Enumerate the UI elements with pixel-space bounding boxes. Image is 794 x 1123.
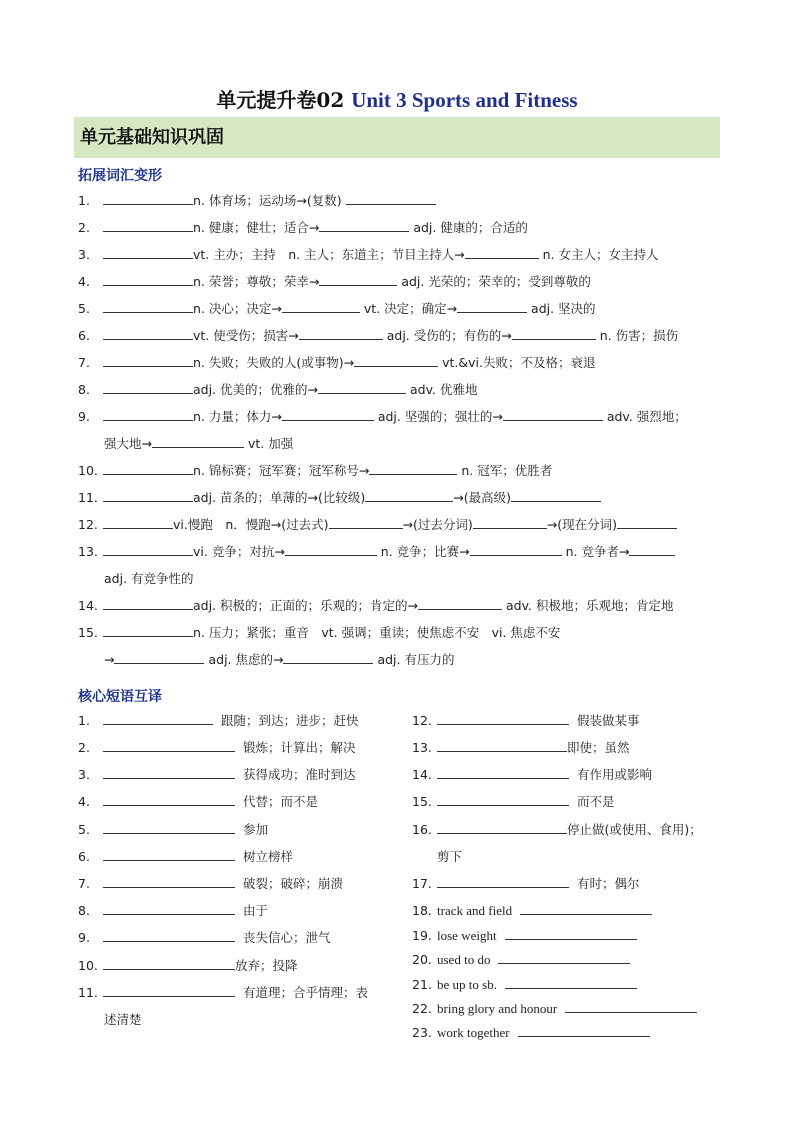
answer-blank[interactable]	[470, 542, 562, 556]
vocab-item-12	[78, 515, 677, 533]
phrase-item-18	[412, 901, 652, 919]
answer-blank[interactable]	[318, 380, 406, 394]
vocab-item-4	[78, 272, 591, 290]
answer-blank[interactable]	[103, 326, 193, 340]
item-text: vt. 主办；主持 n. 主人；东道主；节目主持人→	[193, 247, 465, 262]
answer-blank[interactable]	[103, 353, 193, 367]
item-text: 锻炼；计算出；解决	[242, 740, 356, 755]
answer-blank[interactable]	[103, 847, 235, 861]
vocab-item-3	[78, 245, 658, 263]
item-number: 10.	[78, 463, 98, 478]
item-number: 6.	[78, 328, 90, 343]
answer-blank[interactable]	[103, 272, 193, 286]
item-number: 12.	[412, 713, 432, 728]
answer-blank[interactable]	[152, 434, 244, 448]
vocab-item-5	[78, 299, 596, 317]
item-text: 放弃；投降	[235, 958, 298, 973]
item-number: 8.	[78, 903, 90, 918]
item-number: 9.	[78, 409, 90, 424]
vocab-item-6	[78, 326, 678, 344]
phrase-item-8	[78, 901, 268, 919]
answer-blank[interactable]	[505, 926, 637, 940]
item-text: n. 健康；健壮；适合→	[193, 220, 320, 235]
item-text: adj. 有压力的	[377, 652, 455, 667]
section-heading-phrases: 核心短语互译	[78, 689, 162, 705]
answer-blank[interactable]	[299, 326, 383, 340]
item-text: lose weight	[437, 928, 497, 943]
answer-blank[interactable]	[505, 975, 637, 989]
item-text: adj. 有竞争性的	[104, 571, 194, 586]
item-number: 14.	[412, 767, 432, 782]
vocab-item-1	[78, 191, 436, 209]
answer-blank[interactable]	[437, 820, 567, 834]
answer-blank[interactable]	[103, 623, 193, 637]
item-text: adj. 优美的；优雅的→	[193, 382, 318, 397]
vocab-item-14	[78, 596, 673, 614]
item-text: 破裂；破碎；崩溃	[242, 876, 343, 891]
item-text: →	[104, 652, 115, 667]
phrase-item-16	[412, 820, 702, 838]
item-number: 20.	[412, 952, 432, 967]
phrase-item-3	[78, 765, 355, 783]
item-number: 4.	[78, 274, 90, 289]
item-text: 由于	[242, 903, 268, 918]
phrase-item-19	[412, 926, 637, 944]
answer-blank[interactable]	[103, 218, 193, 232]
item-number: 23.	[412, 1025, 432, 1040]
item-number: 1.	[78, 713, 90, 728]
phrase-item-1	[78, 711, 358, 729]
answer-blank[interactable]	[103, 191, 193, 205]
answer-blank[interactable]	[103, 874, 235, 888]
answer-blank[interactable]	[511, 488, 601, 502]
item-text: n. 体育场；运动场→(复数)	[193, 193, 342, 208]
answer-blank[interactable]	[282, 299, 360, 313]
item-text: vt.&vi.失败；不及格；衰退	[442, 355, 596, 370]
answer-blank[interactable]	[437, 874, 569, 888]
answer-blank[interactable]	[465, 245, 539, 259]
item-text: vt. 加强	[247, 436, 294, 451]
item-text: 丧失信心；泄气	[242, 930, 331, 945]
title-chinese: 单元提升卷02	[216, 88, 352, 112]
answer-blank[interactable]	[418, 596, 502, 610]
answer-blank[interactable]	[103, 461, 193, 475]
item-number: 17.	[412, 876, 432, 891]
answer-blank[interactable]	[319, 272, 397, 286]
item-text: vt. 使受伤；损害→	[193, 328, 299, 343]
item-text: n. 决心；决定→	[193, 301, 282, 316]
item-number: 3.	[78, 767, 90, 782]
item-text: adj. 受伤的；有伤的→	[386, 328, 512, 343]
item-text: adv. 强烈地；	[606, 409, 687, 424]
answer-blank[interactable]	[437, 765, 569, 779]
item-text: 有作用或影响	[576, 767, 652, 782]
vocab-item-13-continued	[104, 569, 194, 587]
item-number: 9.	[78, 930, 90, 945]
title-english: Unit 3 Sports and Fitness	[351, 88, 578, 112]
vocab-item-7	[78, 353, 595, 371]
phrase-item-20	[412, 950, 630, 968]
item-number: 3.	[78, 247, 90, 262]
item-text: used to do	[437, 952, 491, 967]
answer-blank[interactable]	[457, 299, 527, 313]
item-number: 5.	[78, 822, 90, 837]
section-banner: 单元基础知识巩固	[74, 117, 720, 158]
phrase-item-13	[412, 738, 630, 756]
answer-blank[interactable]	[437, 738, 567, 752]
item-text: n. 竞争；比赛→	[380, 544, 470, 559]
answer-blank[interactable]	[512, 326, 596, 340]
answer-blank[interactable]	[103, 983, 235, 997]
phrase-item-23	[412, 1023, 650, 1041]
phrase-item-9	[78, 928, 330, 946]
answer-blank[interactable]	[103, 380, 193, 394]
answer-blank[interactable]	[329, 515, 403, 529]
item-text: n. 失败；失败的人(或事物)→	[193, 355, 355, 370]
section-heading-vocabulary: 拓展词汇变形	[78, 168, 162, 184]
item-number: 15.	[412, 794, 432, 809]
answer-blank[interactable]	[103, 901, 235, 915]
item-number: 18.	[412, 903, 432, 918]
item-text: adj. 积极的；正面的；乐观的；肯定的→	[193, 598, 418, 613]
answer-blank[interactable]	[629, 542, 675, 556]
answer-blank[interactable]	[103, 407, 193, 421]
phrase-item-11	[78, 983, 368, 1001]
item-number: 4.	[78, 794, 90, 809]
item-text: 有时；偶尔	[576, 876, 640, 891]
item-text: →(最高级)	[453, 490, 511, 505]
item-number: 11.	[78, 490, 98, 505]
phrase-item-4	[78, 792, 318, 810]
vocab-item-15	[78, 623, 560, 641]
phrase-item-12	[412, 711, 639, 729]
vocab-item-13	[78, 542, 675, 560]
answer-blank[interactable]	[437, 792, 569, 806]
answer-blank[interactable]	[285, 542, 377, 556]
phrase-item-6	[78, 847, 293, 865]
phrase-item-11-continued	[104, 1010, 142, 1028]
item-text: vi.慢跑 n．慢跑→(过去式)	[173, 517, 329, 532]
item-number: 19.	[412, 928, 432, 943]
item-number: 12.	[78, 517, 98, 532]
item-text: bring glory and honour	[437, 1001, 558, 1016]
answer-blank[interactable]	[319, 218, 409, 232]
item-number: 15.	[78, 625, 98, 640]
answer-blank[interactable]	[103, 738, 235, 752]
item-text: →(过去分词)	[402, 517, 473, 532]
item-number: 16.	[412, 822, 432, 837]
item-text: 而不是	[576, 794, 615, 809]
item-number: 13.	[412, 740, 432, 755]
answer-blank[interactable]	[617, 515, 677, 529]
answer-blank[interactable]	[103, 488, 193, 502]
phrase-item-21	[412, 975, 637, 993]
item-number: 2.	[78, 220, 90, 235]
item-text: n. 冠军；优胜者	[461, 463, 553, 478]
answer-blank[interactable]	[103, 956, 235, 970]
item-text: n. 竞争者→	[565, 544, 630, 559]
answer-blank[interactable]	[103, 928, 235, 942]
item-text: n. 荣誉；尊敬；荣幸→	[193, 274, 320, 289]
item-text: 即使；虽然	[567, 740, 630, 755]
vocab-item-9	[78, 407, 687, 425]
item-text: n. 压力；紧张；重音 vt. 强调；重读；使焦虑不安 vi. 焦虑不安	[193, 625, 561, 640]
answer-blank[interactable]	[565, 999, 697, 1013]
item-number: 7.	[78, 355, 90, 370]
item-text: adj. 焦虑的→	[208, 652, 284, 667]
item-text: →(现在分词)	[546, 517, 617, 532]
item-text: 述清楚	[104, 1012, 142, 1027]
phrase-item-14	[412, 765, 652, 783]
phrase-item-2	[78, 738, 355, 756]
answer-blank[interactable]	[103, 792, 235, 806]
item-text: vi. 竞争；对抗→	[193, 544, 285, 559]
answer-blank[interactable]	[473, 515, 547, 529]
item-text: 假装做某事	[576, 713, 640, 728]
item-text: adj. 健康的；合适的	[413, 220, 528, 235]
item-number: 1.	[78, 193, 90, 208]
phrase-item-15	[412, 792, 614, 810]
phrase-item-10	[78, 956, 298, 974]
item-text: 获得成功；准时到达	[242, 767, 356, 782]
item-text: adj. 光荣的；荣幸的；受到尊敬的	[401, 274, 591, 289]
answer-blank[interactable]	[369, 461, 457, 475]
answer-blank[interactable]	[282, 407, 374, 421]
answer-blank[interactable]	[103, 820, 235, 834]
answer-blank[interactable]	[503, 407, 603, 421]
answer-blank[interactable]	[103, 596, 193, 610]
answer-blank[interactable]	[103, 245, 193, 259]
answer-blank[interactable]	[520, 901, 652, 915]
item-number: 5.	[78, 301, 90, 316]
answer-blank[interactable]	[437, 711, 569, 725]
vocab-item-10	[78, 461, 552, 479]
answer-blank[interactable]	[103, 542, 193, 556]
item-text: 强大地→	[104, 436, 152, 451]
item-text: 剪下	[437, 849, 463, 864]
answer-blank[interactable]	[114, 650, 204, 664]
item-number: 7.	[78, 876, 90, 891]
item-number: 11.	[78, 985, 98, 1000]
answer-blank[interactable]	[498, 950, 630, 964]
item-text: work together	[437, 1025, 510, 1040]
item-text: be up to sb.	[437, 977, 497, 992]
phrase-item-5	[78, 820, 268, 838]
item-text: 有道理；合乎情理；表	[242, 985, 368, 1000]
answer-blank[interactable]	[283, 650, 373, 664]
vocab-item-2	[78, 218, 528, 236]
item-number: 14.	[78, 598, 98, 613]
vocab-item-8	[78, 380, 477, 398]
vocab-item-11	[78, 488, 601, 506]
phrase-item-17	[412, 874, 639, 892]
vocab-item-15-continued	[104, 650, 454, 668]
item-text: 停止做(或使用、食用)；	[567, 822, 702, 837]
item-text: n. 力量；体力→	[193, 409, 282, 424]
answer-blank[interactable]	[103, 765, 235, 779]
phrase-item-16-continued	[437, 847, 462, 865]
item-text: 树立榜样	[242, 849, 293, 864]
phrase-item-22	[412, 999, 697, 1017]
item-number: 13.	[78, 544, 98, 559]
item-text: 参加	[242, 822, 268, 837]
item-number: 10.	[78, 958, 98, 973]
answer-blank[interactable]	[103, 299, 193, 313]
item-text: 跟随；到达；进步；赶快	[220, 713, 359, 728]
answer-blank[interactable]	[365, 488, 453, 502]
item-text: adj. 坚决的	[531, 301, 596, 316]
answer-blank[interactable]	[103, 515, 173, 529]
item-text: adj. 苗条的；单薄的→(比较级)	[193, 490, 366, 505]
answer-blank[interactable]	[354, 353, 438, 367]
item-number: 6.	[78, 849, 90, 864]
item-number: 21.	[412, 977, 432, 992]
item-text: n. 女主人；女主持人	[542, 247, 659, 262]
item-text: vt. 决定；确定→	[363, 301, 458, 316]
item-text: n. 锦标赛；冠军赛；冠军称号→	[193, 463, 370, 478]
item-text: track and field	[437, 903, 513, 918]
item-number: 8.	[78, 382, 90, 397]
item-number: 22.	[412, 1001, 432, 1016]
item-text: adv. 积极地；乐观地；肯定地	[505, 598, 674, 613]
item-text: 代替；而不是	[242, 794, 318, 809]
phrase-item-7	[78, 874, 343, 892]
answer-blank[interactable]	[346, 191, 436, 205]
item-number: 2.	[78, 740, 90, 755]
vocab-item-9-continued	[104, 434, 293, 452]
page-title	[0, 84, 794, 113]
item-text: n. 伤害；损伤	[599, 328, 679, 343]
answer-blank[interactable]	[103, 711, 213, 725]
answer-blank[interactable]	[518, 1023, 650, 1037]
item-text: adj. 坚强的；强壮的→	[377, 409, 503, 424]
item-text: adv. 优雅地	[409, 382, 478, 397]
